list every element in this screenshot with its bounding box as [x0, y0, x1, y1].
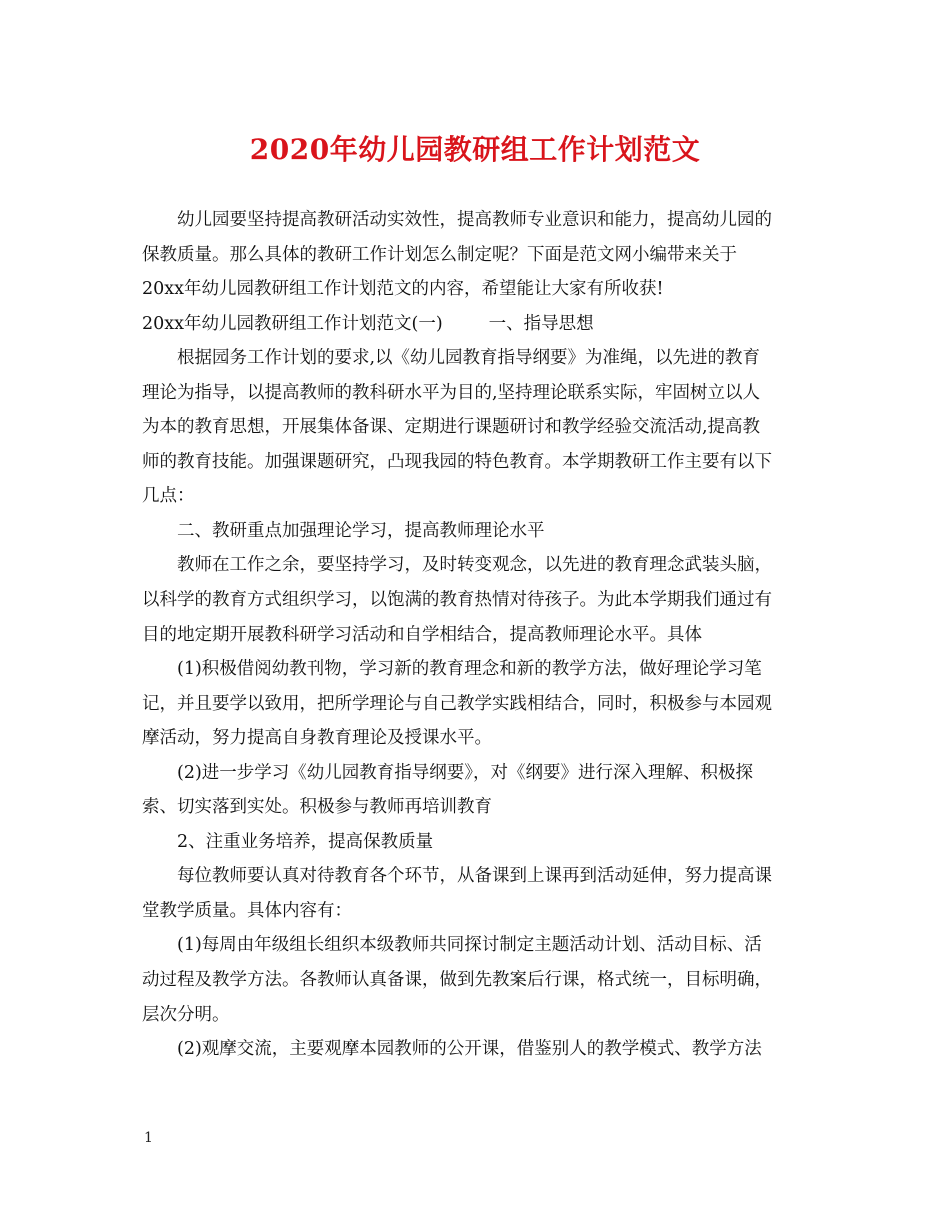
section-heading-line — [142, 307, 814, 342]
list-item-line: 动过程及教学方法。各教师认真备课，做到先教案后行课，格式统一，目标明确， — [142, 970, 772, 991]
paragraph-line: 师的教育技能。加强课题研究，凸现我园的特色教育。本学期教研工作主要有以下 — [142, 451, 772, 472]
paragraph-line: 理论为指导，以提高教师的教科研水平为目的,坚持理论联系实际，牢固树立以人 — [142, 382, 761, 403]
paragraph-line: 每位教师要认真对待教育各个环节，从备课到上课再到活动延伸，努力提高课 — [177, 866, 772, 887]
page-number: 1 — [144, 1130, 153, 1146]
list-item-line: 索、切实落到实处。积极参与教师再培训教育 — [142, 797, 492, 818]
list-item-line: (1)每周由年级组长组织本级教师共同探讨制定主题活动计划、活动目标、活 — [177, 935, 762, 956]
list-item-line: (1)积极借阅幼教刊物，学习新的教育理念和新的教学方法，做好理论学习笔 — [177, 659, 762, 680]
list-item-line: (2)观摩交流，主要观摩本园教师的公开课，借鉴别人的教学模式、教学方法 — [177, 1039, 762, 1060]
paragraph-line: 教师在工作之余，要坚持学习，及时转变观念，以先进的教育理念武装头脑， — [177, 555, 772, 576]
document-body — [142, 203, 814, 1067]
paragraph-line: 以科学的教育方式组织学习，以饱满的教育热情对待孩子。为此本学期我们通过有 — [142, 590, 772, 611]
list-item-line: 层次分明。 — [142, 1004, 230, 1025]
paragraph-line: 保教质量。那么具体的教研工作计划怎么制定呢？下面是范文网小编带来关于 — [142, 244, 737, 265]
paragraph-line: 为本的教育思想，开展集体备课、定期进行课题研讨和教学经验交流活动,提高教 — [142, 417, 761, 438]
paragraph-line: 目的地定期开展教科研学习活动和自学相结合，提高教师理论水平。具体 — [142, 624, 702, 645]
document-title: 2020年幼儿园教研组工作计划范文 — [249, 133, 701, 166]
paragraph-line: 幼儿园要坚持提高教研活动实效性，提高教师专业意识和能力，提高幼儿园的 — [177, 210, 772, 230]
list-item-line: 记，并且要学以致用，把所学理论与自己教学实践相结合，同时，积极参与本园观 — [142, 693, 772, 714]
paragraph-line: 堂教学质量。具体内容有： — [142, 900, 352, 921]
section-heading: 2、注重业务培养，提高保教质量 — [177, 831, 434, 852]
paragraph-line: 20xx年幼儿园教研组工作计划范文的内容，希望能让大家有所收获! — [142, 279, 664, 300]
section-heading: 二、教研重点加强理论学习，提高教师理论水平 — [177, 520, 545, 541]
section-heading: 一、指导思想 — [488, 313, 594, 334]
paragraph-line: 几点： — [142, 486, 195, 507]
section-subtitle: 20xx年幼儿园教研组工作计划范文(一) — [142, 313, 443, 334]
paragraph-line: 根据园务工作计划的要求,以《幼儿园教育指导纲要》为准绳，以先进的教育 — [177, 348, 761, 369]
list-item-line: (2)进一步学习《幼儿园教育指导纲要》，对《纲要》进行深入理解、积极探 — [177, 762, 754, 783]
list-item-line: 摩活动，努力提高自身教育理论及授课水平。 — [142, 728, 492, 749]
